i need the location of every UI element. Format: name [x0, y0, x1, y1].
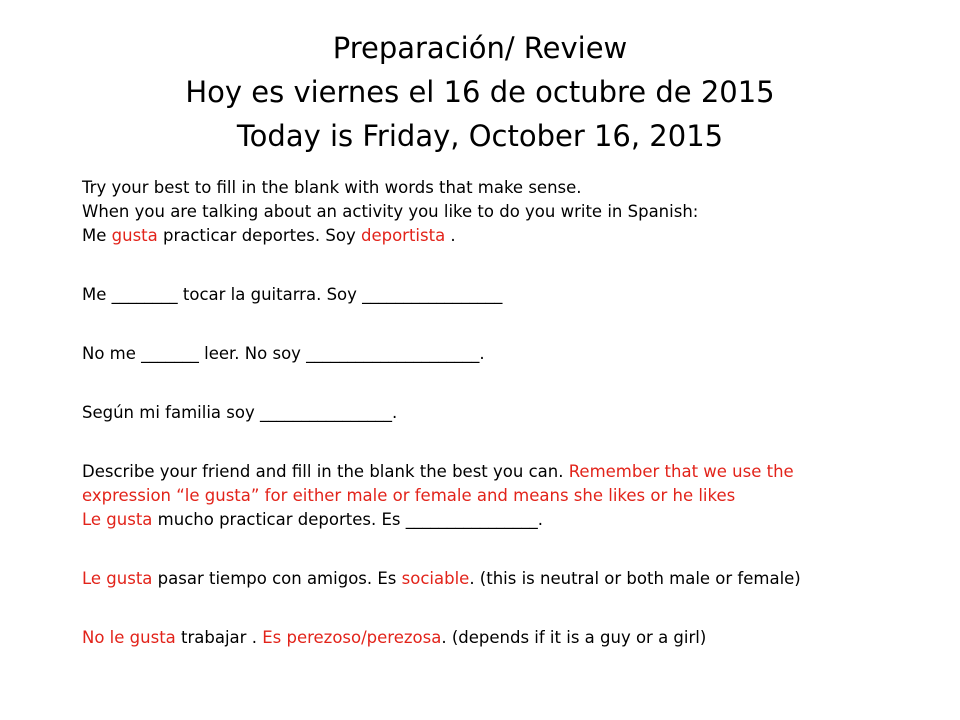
example-sentence-2 — [82, 567, 882, 591]
slide-title — [0, 26, 960, 158]
fill-in-question-3: Según mi familia soy ________________. — [82, 403, 398, 422]
question-text: . (depends if it is a guy or a girl) — [441, 628, 707, 647]
example-sentence-3 — [82, 626, 882, 650]
highlight-text: sociable — [401, 569, 470, 588]
highlight-text: No le gusta — [82, 628, 176, 647]
title-line-1: Preparación/ Review — [332, 31, 628, 65]
instruction-line: Try your best to fill in the blank with words that make sense. — [82, 178, 582, 197]
example-text: practicar deportes. Soy — [157, 226, 361, 245]
instruction-line: When you are talking about an activity you like to do you write in Spanish: — [82, 202, 699, 221]
highlight-text: Es perezoso/perezosa — [262, 628, 442, 647]
describe-text: Describe your friend and fill in the blank the best you can. — [82, 462, 569, 481]
fill-in-question-2: No me _______ leer. No soy _____________________. — [82, 344, 485, 363]
question-text: pasar tiempo con amigos. Es — [152, 569, 402, 588]
highlight-text: Le gusta — [82, 569, 153, 588]
question-text: mucho practicar deportes. Es ________________. — [152, 510, 543, 529]
example-text: Me — [82, 226, 112, 245]
highlight-text: deportista — [360, 226, 446, 245]
fill-in-question-1: Me ________ tocar la guitarra. Soy _________________ — [82, 285, 503, 304]
example-sentence — [82, 224, 882, 248]
describe-instruction — [82, 460, 882, 508]
highlight-text: gusta — [111, 226, 158, 245]
title-line-2: Hoy es viernes el 16 de octubre de 2015 — [185, 75, 775, 109]
slide-body — [82, 176, 882, 650]
example-text: . — [445, 226, 456, 245]
fill-in-question-4 — [82, 508, 882, 532]
title-line-3: Today is Friday, October 16, 2015 — [236, 119, 724, 153]
question-text: . (this is neutral or both male or female) — [469, 569, 801, 588]
question-text: trabajar . — [175, 628, 263, 647]
reminder-text: Remember that we use the expression “le gusta” for either male or female and means she likes or he likes — [82, 462, 794, 505]
highlight-text: Le gusta — [82, 510, 153, 529]
